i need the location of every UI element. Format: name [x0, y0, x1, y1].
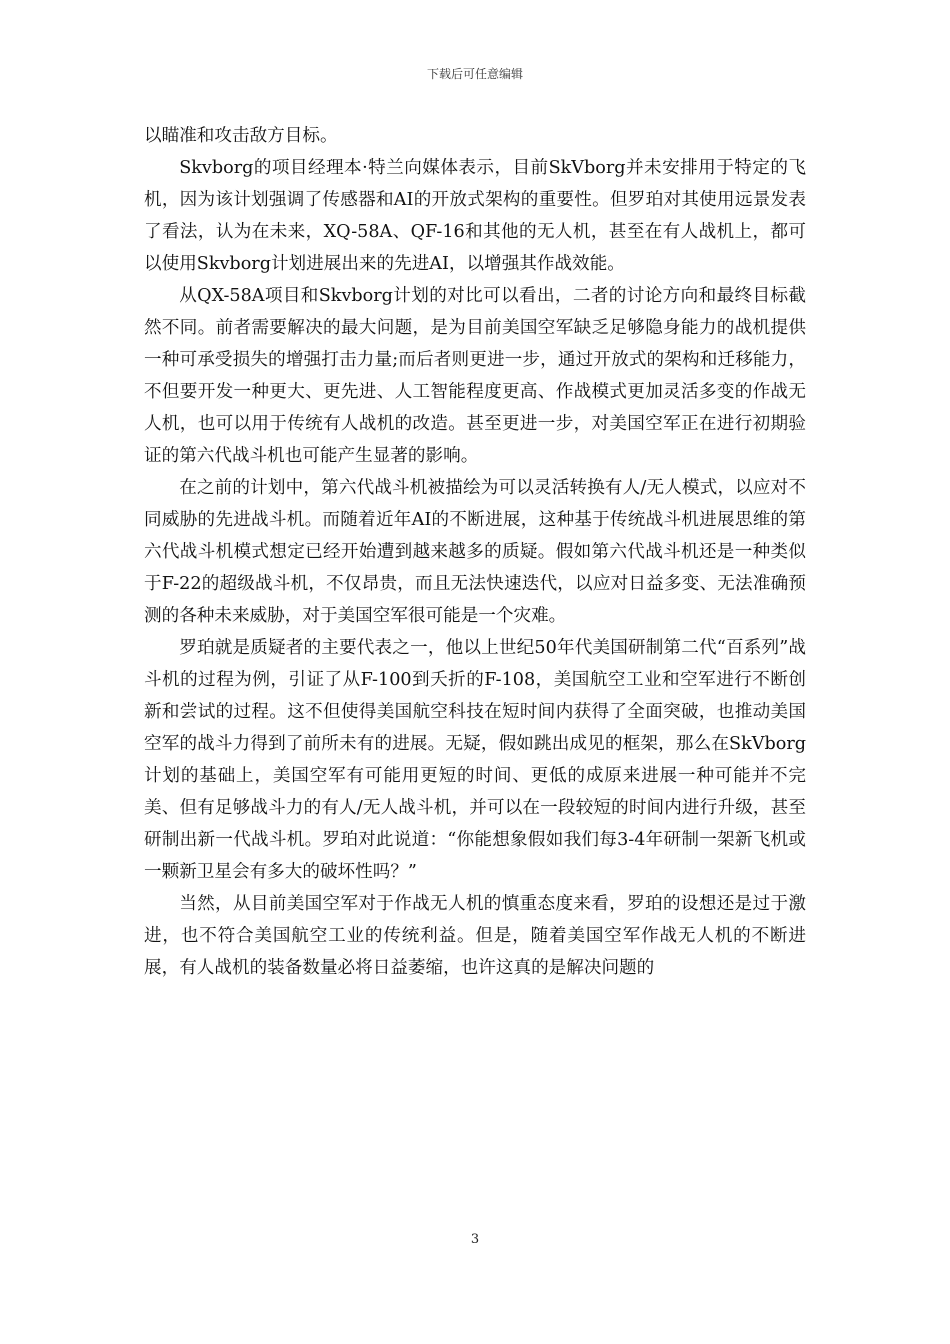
paragraph-1: 以瞄准和攻击敌方目标。	[144, 126, 338, 146]
body-text	[144, 120, 806, 984]
paragraph-5: 罗珀就是质疑者的主要代表之一，他以上世纪50年代美国研制第二代“百系列”战斗机的过程为例，引证了从F-100到夭折的F-108，美国航空工业和空军进行不断创新和尝试的过程。这不但使得美国航空科技在短时间内获得了全面突破，也推动美国空军的战斗力得到了前所未有的进展。无疑，假如跳出成见的框架，那么在SkVborg计划的基础上，美国空军有可能用更短的时间、更低的成原来进展一种可能并不完美、但有足够战斗力的有人/无人战斗机，并可以在一段较短的时间内进行升级，甚至研制出新一代战斗机。罗珀对此说道：“你能想象假如我们每3-4年研制一架新飞机或一颗新卫星会有多大的破坏性吗？”	[144, 638, 806, 882]
page-number: 3	[470, 1232, 480, 1247]
page-header: 下载后可任意编辑	[426, 67, 523, 81]
paragraph-6: 当然，从目前美国空军对于作战无人机的慎重态度来看，罗珀的设想还是过于激进，也不符合美国航空工业的传统利益。但是，随着美国空军作战无人机的不断进展，有人战机的装备数量必将日益萎缩，也许这真的是解决问题的	[144, 894, 806, 978]
paragraph-3: 从QX-58A项目和Skvborg计划的对比可以看出，二者的讨论方向和最终目标截然不同。前者需要解决的最大问题，是为目前美国空军缺乏足够隐身能力的战机提供一种可承受损失的增强打击力量;而后者则更进一步，通过开放式的架构和迁移能力，不但要开发一种更大、更先进、人工智能程度更高、作战模式更加灵活多变的作战无人机，也可以用于传统有人战机的改造。甚至更进一步，对美国空军正在进行初期验证的第六代战斗机也可能产生显著的影响。	[144, 286, 806, 466]
paragraph-2: Skvborg的项目经理本·特兰向媒体表示，目前SkVborg并未安排用于特定的飞机，因为该计划强调了传感器和AI的开放式架构的重要性。但罗珀对其使用远景发表了看法，认为在未来，XQ-58A、QF-16和其他的无人机，甚至在有人战机上，都可以使用Skvborg计划进展出来的先进AI，以增强其作战效能。	[144, 158, 806, 274]
paragraph-4: 在之前的计划中，第六代战斗机被描绘为可以灵活转换有人/无人模式，以应对不同威胁的先进战斗机。而随着近年AI的不断进展，这种基于传统战斗机进展思维的第六代战斗机模式想定已经开始遭到越来越多的质疑。假如第六代战斗机还是一种类似于F-22的超级战斗机，不仅昂贵，而且无法快速迭代，以应对日益多变、无法准确预测的各种未来威胁，对于美国空军很可能是一个灾难。	[144, 478, 806, 626]
